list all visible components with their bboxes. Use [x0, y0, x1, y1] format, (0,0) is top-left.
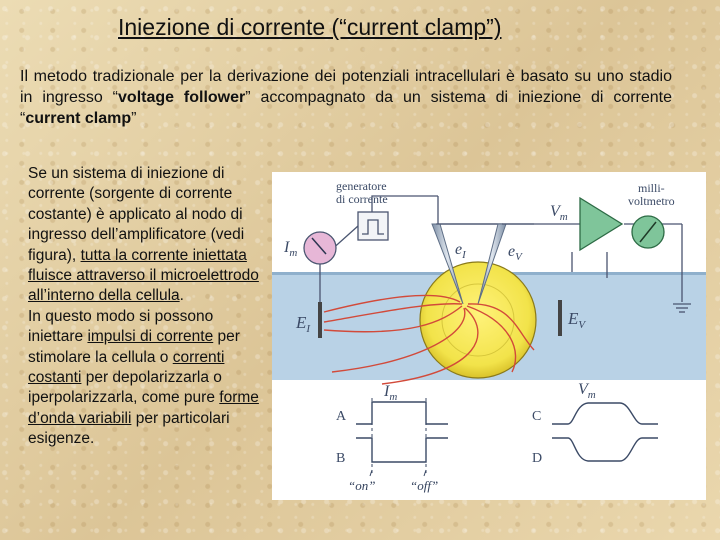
label-Im: $I_m$ — [284, 239, 298, 259]
label-Vm-top: $V_m$ — [550, 203, 568, 223]
trace-label-B: B — [336, 451, 346, 466]
side-text-2: . — [179, 287, 184, 305]
side-underline-2: impulsi di corrente — [87, 328, 214, 346]
side-text-1: Se un sistema di iniezione di corrente (sorgente di corrente costante) è applicato al nodo di ingresso dell’amplificatore (vedi figura), — [28, 165, 245, 264]
side-underline-4: forme d’onda variabili — [28, 389, 259, 427]
intro-text-2: ” accompagnato da un sistema di iniezione di corrente “ — [20, 89, 673, 127]
trace-label-D: D — [532, 451, 543, 466]
label-eI: $e_I$ — [455, 241, 466, 261]
on-label: “on” — [348, 478, 376, 493]
side-text-3: In questo modo si possono iniettare — [28, 307, 214, 346]
label-EI: $E_I$ — [296, 313, 311, 335]
label-eV: $e_V$ — [508, 243, 522, 263]
off-label: “off” — [410, 478, 439, 493]
wire-generator-bottom — [438, 196, 502, 230]
electrode-EI — [318, 302, 322, 338]
label-Im-bottom: $I_m$ — [384, 383, 398, 403]
intro-bold-current-clamp: current clamp — [25, 110, 132, 127]
side-text-4: per stimolare la cellula o — [28, 328, 240, 366]
side-text-6: per particolari esigenze. — [28, 409, 230, 448]
trace-label-C: C — [532, 409, 542, 424]
slide-title: Iniezione di corrente (“current clamp”) — [118, 14, 502, 40]
intro-paragraph — [20, 66, 672, 129]
trace-D-response — [552, 438, 658, 461]
circuit-diagram — [272, 172, 706, 500]
millivoltmeter-label-1: milli- — [638, 181, 665, 195]
intro-text-1: Il metodo tradizionale per la derivazione dei potenziali intracellulari è basato su uno stadio in ingresso “ — [20, 68, 672, 106]
trace-C-response — [552, 403, 658, 424]
current-generator-box — [358, 212, 388, 240]
trace-A-pulse — [356, 402, 448, 424]
side-underline-3: correnti costanti — [28, 348, 225, 387]
side-paragraph — [28, 164, 268, 450]
current-clamp-figure — [272, 172, 706, 500]
label-EV: $E_V$ — [568, 309, 586, 331]
label-Vm-bottom: $V_m$ — [578, 381, 596, 401]
generator-label-2: di corrente — [336, 192, 388, 206]
intro-bold-voltage-follower: voltage follower — [118, 89, 246, 106]
trace-B-pulse — [356, 438, 448, 462]
side-underline-1: tutta la corrente iniettata fluisce attraverso il microelettrodo all’interno della cellula — [28, 246, 259, 305]
amplifier-triangle — [580, 198, 622, 250]
electrode-EV — [558, 300, 562, 336]
side-text-5: per depolarizzarla o iperpolarizzarla, come pure — [28, 369, 222, 407]
trace-label-A: A — [336, 409, 347, 424]
generator-label-1: generatore — [336, 179, 387, 193]
millivoltmeter-label-2: voltmetro — [628, 194, 675, 208]
intro-text-3: ” — [131, 110, 137, 127]
